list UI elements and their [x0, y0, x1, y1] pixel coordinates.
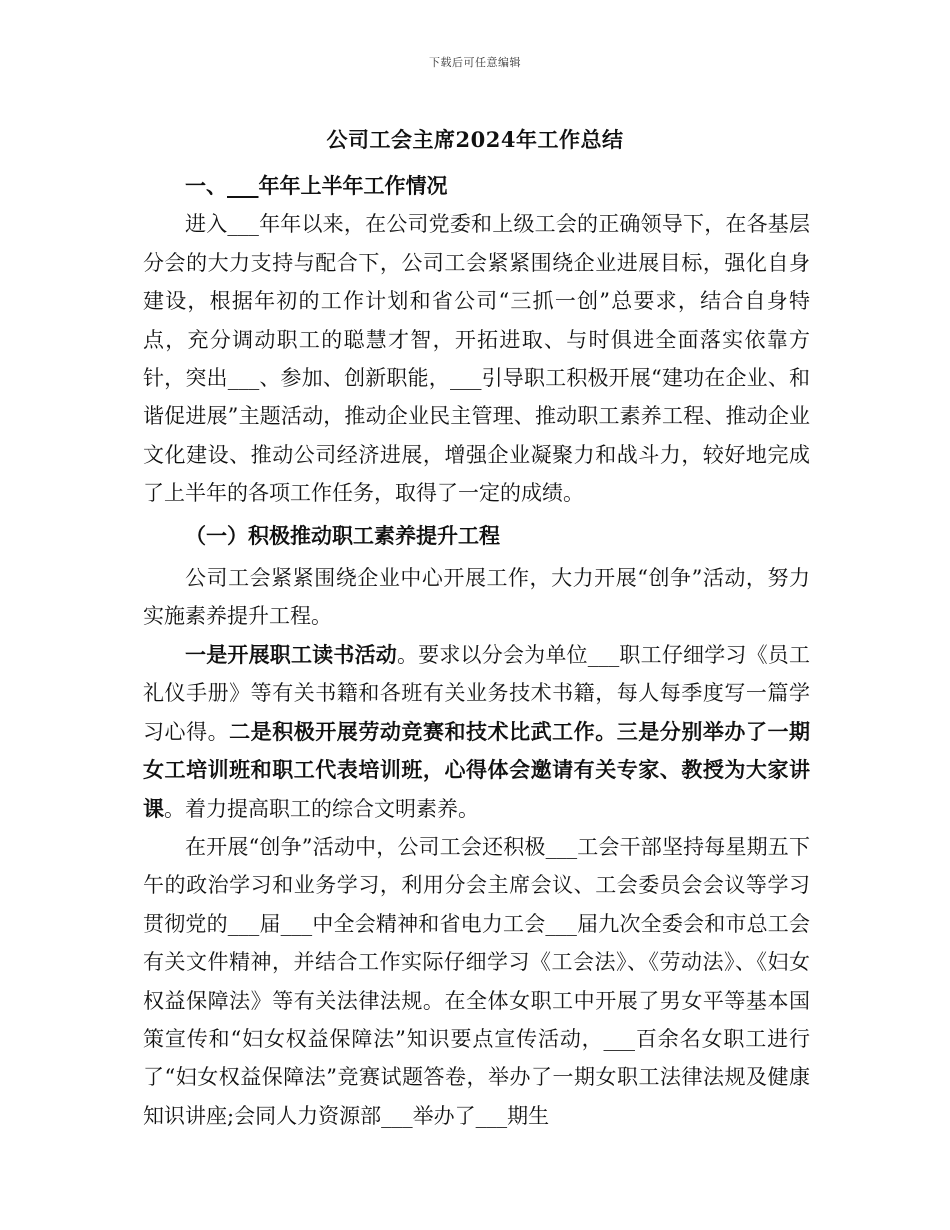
document-body [143, 167, 810, 1135]
document-title: 公司工会主席2024年工作总结 [326, 127, 624, 152]
text-run: 。着力提高职工的综合文明素养。 [164, 796, 479, 821]
bold-phrase: 二是积极开展劳动竞赛和技术比武工作。三是分别举办了一期女工培训班和职工代表培训班，心得体会邀请有关专家、教授为大家讲课 [143, 718, 811, 821]
paragraph [143, 636, 810, 828]
subsection-heading: （一）积极推动职工素养提升工程 [185, 522, 500, 548]
paragraph: 进入___年年以来，在公司党委和上级工会的正确领导下，在各基层分会的大力支持与配合下，公司工会紧紧围绕企业进展目标，强化自身建设，根据年初的工作计划和省公司“三抓一创”总要求，结合自身特点，充分调动职工的聪慧才智，开拓进取、与时俱进全面落实依靠方针，突出___、参加、创新职能，___引导职工积极开展“建功在企业、和谐促进展”主题活动，推动企业民主管理、推动职工素养工程、推动企业文化建设、推动公司经济进展，增强企业凝聚力和战斗力，较好地完成了上半年的各项工作任务，取得了一定的成绩。 [143, 212, 810, 506]
bold-phrase: 一是开展职工读书活动 [185, 641, 397, 667]
paragraph: 公司工会紧紧围绕企业中心开展工作，大力开展“创争”活动，努力实施素养提升工程。 [143, 566, 810, 629]
paragraph: 在开展“创争”活动中，公司工会还积极___工会干部坚持每星期五下午的政治学习和业务学习，利用分会主席会议、工会委员会会议等学习贯彻党的___届___中全会精神和省电力工会___届九次全委会和市总工会有关文件精神，并结合工作实际仔细学习《工会法》、《劳动法》、《妇女权益保障法》等有关法律法规。在全体女职工中开展了男女平等基本国策宣传和“妇女权益保障法”知识要点宣传活动，___百余名女职工进行了“妇女权益保障法”竞赛试题答卷，举办了一期女职工法律法规及健康知识讲座;会同人力资源部___举办了___期生 [143, 834, 810, 1128]
section-heading: 一、___年年上半年工作情况 [185, 173, 448, 198]
text-run: 。要求以分会为单位___职工仔细学习《员工礼仪手册》等有关书籍和各班有关业务技术书籍，每人每季度写一篇学习心得。 [143, 642, 811, 744]
header-note: 下载后可任意编辑 [429, 56, 521, 69]
